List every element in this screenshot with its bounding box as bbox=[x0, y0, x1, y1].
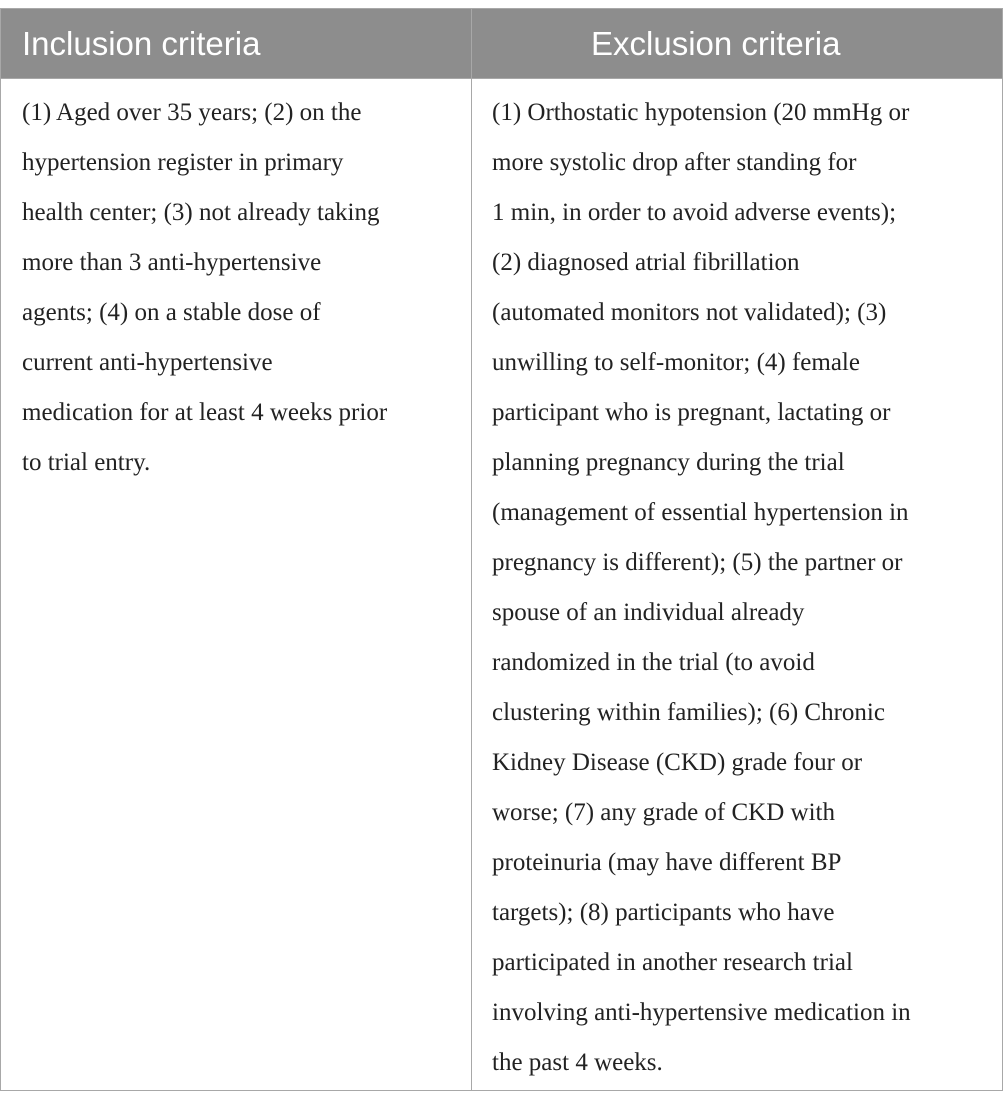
exclusion-criteria-line: Kidney Disease (CKD) grade four or bbox=[492, 749, 863, 776]
exclusion-criteria-line: more systolic drop after standing for bbox=[492, 149, 857, 176]
inclusion-criteria-line: agents; (4) on a stable dose of bbox=[22, 299, 321, 326]
exclusion-criteria-line: targets); (8) participants who have bbox=[492, 899, 835, 926]
table-header-row bbox=[1, 9, 1002, 79]
exclusion-criteria-line: randomized in the trial (to avoid bbox=[492, 649, 815, 676]
inclusion-criteria-cell bbox=[1, 79, 472, 1090]
exclusion-criteria-line: spouse of an individual already bbox=[492, 599, 805, 626]
inclusion-criteria-line: (1) Aged over 35 years; (2) on the bbox=[22, 99, 362, 126]
inclusion-criteria-line: hypertension register in primary bbox=[22, 149, 344, 176]
exclusion-criteria-line: planning pregnancy during the trial bbox=[492, 449, 845, 476]
inclusion-criteria-line: more than 3 anti-hypertensive bbox=[22, 249, 322, 276]
exclusion-criteria-line: unwilling to self-monitor; (4) female bbox=[492, 349, 860, 376]
header-inclusion-criteria: Inclusion criteria bbox=[1, 9, 472, 78]
inclusion-criteria-line: to trial entry. bbox=[22, 449, 151, 476]
exclusion-criteria-line: the past 4 weeks. bbox=[492, 1049, 663, 1076]
exclusion-criteria-line: worse; (7) any grade of CKD with bbox=[492, 799, 835, 826]
exclusion-criteria-line: 1 min, in order to avoid adverse events); bbox=[492, 199, 897, 226]
table-row bbox=[1, 79, 1002, 1090]
exclusion-criteria-line: clustering within families); (6) Chronic bbox=[492, 699, 885, 726]
exclusion-criteria-line: (1) Orthostatic hypotension (20 mmHg or bbox=[492, 99, 910, 126]
exclusion-criteria-line: participated in another research trial bbox=[492, 949, 853, 976]
exclusion-criteria-cell bbox=[472, 79, 1002, 1090]
inclusion-criteria-line: health center; (3) not already taking bbox=[22, 199, 380, 226]
criteria-table bbox=[0, 8, 1003, 1091]
exclusion-criteria-line: (automated monitors not validated); (3) bbox=[492, 299, 887, 326]
inclusion-criteria-line: medication for at least 4 weeks prior bbox=[22, 399, 388, 426]
header-exclusion-criteria: Exclusion criteria bbox=[591, 25, 841, 62]
exclusion-criteria-line: (2) diagnosed atrial fibrillation bbox=[492, 249, 800, 276]
exclusion-criteria-line: involving anti-hypertensive medication in bbox=[492, 999, 911, 1026]
exclusion-criteria-line: (management of essential hypertension in bbox=[492, 499, 909, 526]
exclusion-criteria-line: proteinuria (may have different BP bbox=[492, 849, 842, 876]
exclusion-criteria-line: pregnancy is different); (5) the partner or bbox=[492, 549, 903, 576]
exclusion-criteria-line: participant who is pregnant, lactating or bbox=[492, 399, 891, 426]
inclusion-criteria-line: current anti-hypertensive bbox=[22, 349, 273, 376]
